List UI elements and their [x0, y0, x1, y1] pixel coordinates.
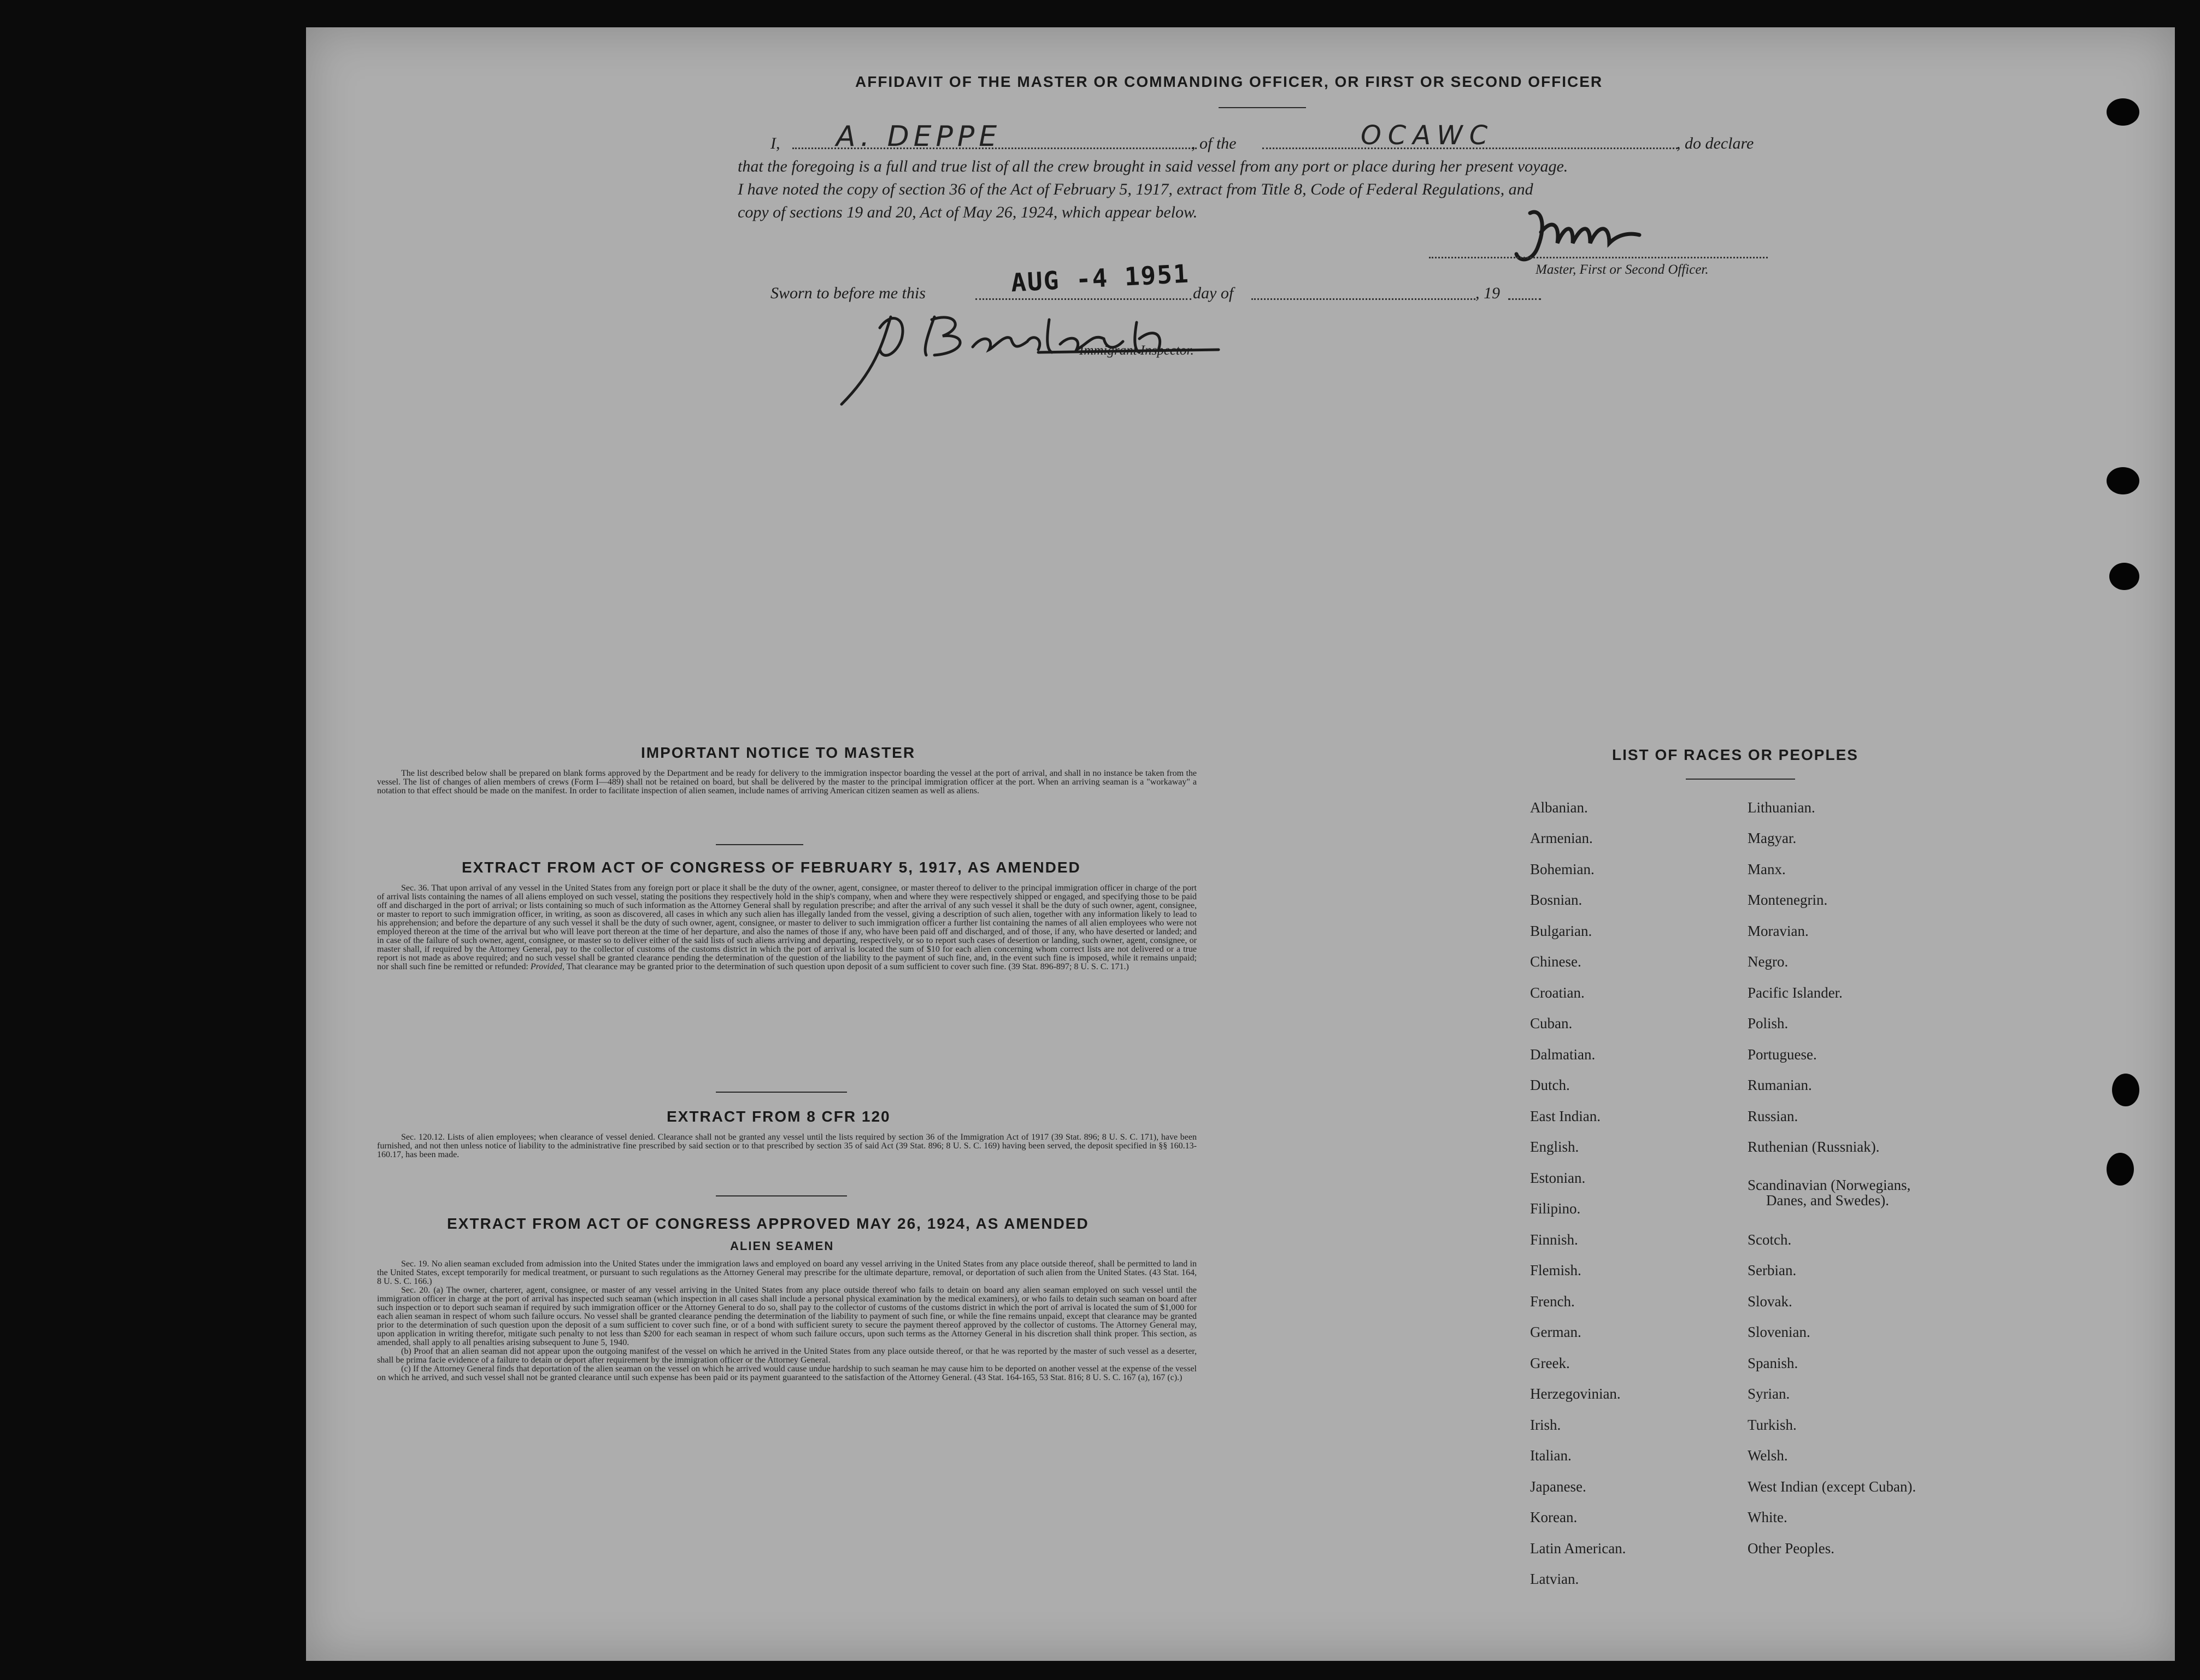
race-item: Turkish. [1748, 1417, 1797, 1433]
sec-20-label: Sec. 20. [401, 1286, 431, 1295]
notice-rule [716, 844, 803, 845]
punch-hole-mark [2107, 1153, 2134, 1186]
race-item: Russian. [1748, 1108, 1798, 1124]
affidavit-line-2: that the foregoing is a full and true list of all the crew brought in said vessel from any port or place during her present voyage. [738, 157, 1568, 175]
extract-1917-body [377, 884, 1197, 971]
master-signature-caption: Master, First or Second Officer. [1536, 262, 1709, 277]
race-item: Albanian. [1530, 799, 1588, 816]
punch-hole-mark [2112, 1074, 2139, 1106]
extract-cfr-title: EXTRACT FROM 8 CFR 120 [667, 1108, 891, 1125]
proviso-label: Provided, [530, 962, 564, 971]
affidavit-line-4: copy of sections 19 and 20, Act of May 26, 1924, which appear below. [738, 203, 1198, 221]
race-item: Dutch. [1530, 1077, 1570, 1093]
sworn-month-line [1251, 298, 1475, 300]
extract-cfr-rule [716, 1195, 847, 1196]
race-item: Korean. [1530, 1509, 1578, 1525]
punch-hole-mark [2107, 98, 2139, 126]
race-item: Negro. [1748, 953, 1789, 970]
sec-36-text: That upon arrival of any vessel in the United States from any foreign port or place it shall be the duty of the owner, agent, consignee, or master thereof to deliver to the principal immigration officer in charge of the port of arrival lists containing the names of all aliens employed on such vessel, stating the positions they respectively hold in the ship's company, when and where they were respectively shipped or engaged, and specifying those to be paid off and discharged in the port of arrival; or lists containing so much of such information as the Attorney General shall by regulation prescribe; and after the arrival of any such vessel it shall be the duty of such owner, agent, consignee, or master to report to such immigration officer, in writing, as soon as discovered, all cases in which any such alien has illegally landed from the vessel, giving a description of such alien, together with any information likely to lead to his apprehension; and before the departure of any such vessel it shall be the duty of such owner, agent, consignee, or master to deliver to such immigration officer a further list containing the names of all alien employees who were not employed thereon at the time of the arrival but who will leave port thereon at the time of her departure, and also the names of those if any, who have been paid off and discharged, and of those, if any, who have deserted or landed; and in case of the failure of such owner, agent, consignee, or master so to deliver either of the said lists of such aliens arriving and departing, respectively, or so to report such cases of desertion or landing, such owner, agent, consignee, or master shall, if required by the Attorney General, pay to the collector of customs of the customs district in which the port of arrival is located the sum of $10 for each alien concerning whom correct lists are not delivered or a true report is not made as above required; and no such vessel shall be granted clearance pending the determination of the question of the liability to the payment of such fine, and, in the event such fine is imposed, while it remains unpaid; nor shall such fine be remitted or refunded: [377, 883, 1197, 971]
race-item: Herzegovinian. [1530, 1386, 1621, 1402]
sec-20c-text: (c) If the Attorney General finds that deportation of the alien seaman on the vessel on which he arrived would cause undue hardship to such seaman he may cause him to be deported on another vessel at the expense of the vessel on which he arrived, and such vessel shall not be granted clearance until such expense has been paid or its payment guaranteed to the satisfaction of the Attorney General. (43 Stat. 164-165, 53 Stat. 816; 8 U. S. C. 167 (a), 167 (c).) [377, 1364, 1197, 1382]
master-name-handwriting: A. DEPPE [836, 120, 1002, 153]
i-label: I, [770, 134, 780, 152]
punch-hole-mark [2107, 467, 2139, 494]
sworn-label: Sworn to before me this [770, 284, 926, 302]
race-item: Montenegrin. [1748, 892, 1828, 908]
notice-text: The list described below shall be prepared on blank forms approved by the Department and be ready for delivery to the immigration inspector boarding the vessel at the port of arrival, and shall in no instance be taken from the vessel. The list of changes of alien members of crews (Form I—489) shall not be retained on board, but shall be delivered by the master to the principal immigration officer at the port. When an arriving seaman is a "workaway" a notation to that effect should be made on the manifest. In order to facilitate inspection of alien seamen, include names of arriving American citizen seamen as well as aliens. [377, 769, 1197, 795]
race-item: Danes, and Swedes). [1766, 1192, 1889, 1209]
race-item: Dalmatian. [1530, 1046, 1596, 1063]
race-item: English. [1530, 1139, 1579, 1155]
sec-20a-text: (a) The owner, charterer, agent, consignee, or master of any vessel arriving in the United States from any place outside thereof who fails to detain on board any alien seaman employed on such vessel until the immigration officer in charge at the port of arrival has inspected such seaman (which inspection in all cases shall include a personal physical examination by the medical examiners), or who fails to detain such seaman on board after such inspection or to deport such seaman if required by such immigration officer or the Attorney General to do so, shall pay to the collector of customs of the customs district in which the port of arrival is located the sum of $1,000 for each alien seaman in respect of whom such failure occurs. No vessel shall be granted clearance pending the determination of the liability to payment of such fine, or while the fine remains unpaid, except that clearance may be granted prior to the determination of such question upon the deposit of a sum sufficient to cover such fine, or of a bond with sufficient surety to secure the payment thereof approved by the collector of customs. The Attorney General may, upon application in writing therefor, mitigate such penalty to not less than $200 for each seaman in respect of whom such failure occurs, upon such terms as the Attorney General in his discretion shall think proper. This section, as amended, shall apply to all penalties arising subsequent to June 5, 1940. [377, 1286, 1197, 1347]
day-of-label: day of [1193, 284, 1234, 302]
alien-seamen-subtitle: ALIEN SEAMEN [730, 1239, 834, 1253]
race-item: Latvian. [1530, 1571, 1579, 1587]
race-item: Lithuanian. [1748, 799, 1815, 816]
race-item: Syrian. [1748, 1386, 1790, 1402]
affidavit-line-3: I have noted the copy of section 36 of the Act of February 5, 1917, extract from Title 8, Code of Federal Regulations, and [738, 180, 1533, 198]
date-stamp: AUG -4 1951 [1010, 258, 1190, 298]
race-item: Croatian. [1530, 985, 1585, 1001]
race-item: Flemish. [1530, 1262, 1581, 1278]
race-item: Other Peoples. [1748, 1540, 1834, 1557]
race-item: Manx. [1748, 861, 1786, 877]
of-the-label: , of the [1191, 134, 1237, 152]
extract-1924-body [377, 1260, 1197, 1382]
race-item: West Indian (except Cuban). [1748, 1478, 1916, 1495]
race-item: Cuban. [1530, 1015, 1573, 1031]
document-page [306, 27, 2175, 1661]
sec-19-label: Sec. 19. [401, 1259, 430, 1269]
extract-cfr-body [377, 1133, 1197, 1159]
race-item: Scandinavian (Norwegians, [1748, 1177, 1911, 1193]
race-item: Rumanian. [1748, 1077, 1812, 1093]
race-item: Bosnian. [1530, 892, 1583, 908]
race-item: East Indian. [1530, 1108, 1601, 1124]
notice-title: IMPORTANT NOTICE TO MASTER [641, 744, 916, 761]
extract-1917-rule [716, 1092, 847, 1093]
race-item: Greek. [1530, 1355, 1570, 1371]
notice-body [377, 769, 1197, 795]
races-rule [1686, 779, 1795, 780]
race-item: Armenian. [1530, 830, 1593, 846]
sworn-year-line [1508, 298, 1541, 300]
race-item: Filipino. [1530, 1200, 1581, 1217]
race-item: Moravian. [1748, 923, 1809, 939]
affidavit-title: AFFIDAVIT OF THE MASTER OR COMMANDING OFFICER, OR FIRST OR SECOND OFFICER [855, 73, 1603, 90]
race-item: Scotch. [1748, 1231, 1792, 1248]
proviso-text: That clearance may be granted prior to the determination of such question upon deposit of a sum sufficient to cover such fine. (39 Stat. 896-897; 8 U. S. C. 171.) [566, 962, 1129, 971]
master-signature-line [1429, 257, 1768, 258]
race-item: Magyar. [1748, 830, 1797, 846]
inspector-caption: Immigrant Inspector. [1079, 343, 1194, 358]
race-item: French. [1530, 1293, 1575, 1310]
race-item: Chinese. [1530, 953, 1581, 970]
race-item: White. [1748, 1509, 1787, 1525]
race-item: Latin American. [1530, 1540, 1626, 1557]
sec-120-label: Sec. 120.12. [401, 1133, 445, 1142]
sec-19-text: No alien seaman excluded from admission into the United States under the immigration laws and employed on board any vessel arriving in the United States from any place outside thereof, shall be permitted to land in the United States, except temporarily for medical treatment, or pursuant to such regulations as the Attorney General may prescribe for the ultimate departure, removal, or deportation of such alien from the United States. (43 Stat. 164, 8 U. S. C. 166.) [377, 1259, 1197, 1286]
race-item: Finnish. [1530, 1231, 1578, 1248]
extract-1924-title: EXTRACT FROM ACT OF CONGRESS APPROVED MAY 26, 1924, AS AMENDED [447, 1215, 1089, 1232]
do-declare-label: , do declare [1677, 134, 1754, 152]
race-item: Estonian. [1530, 1170, 1586, 1186]
vessel-name-handwriting: OCAWC [1361, 120, 1495, 151]
punch-hole-mark [2109, 563, 2139, 590]
year-label: , 19 [1475, 284, 1500, 302]
race-item: Welsh. [1748, 1447, 1788, 1464]
race-item: Portuguese. [1748, 1046, 1817, 1063]
race-item: Ruthenian (Russniak). [1748, 1139, 1880, 1155]
title-rule [1219, 107, 1306, 108]
sec-20b-text: (b) Proof that an alien seaman did not appear upon the outgoing manifest of the vessel on which he arrived in the United States from any place outside thereof, or that he was reported by the master of such vessel as a deserter, shall be prima facie evidence of a failure to detain or deport after requirement by the immigration officer or the Attorney General. [377, 1347, 1197, 1365]
race-item: Slovenian. [1748, 1324, 1810, 1340]
race-item: Spanish. [1748, 1355, 1798, 1371]
race-item: Polish. [1748, 1015, 1789, 1031]
extract-1917-title: EXTRACT FROM ACT OF CONGRESS OF FEBRUARY 5, 1917, AS AMENDED [462, 859, 1081, 876]
sec-120-text: Lists of alien employees; when clearance of vessel denied. Clearance shall not be granted any vessel until the lists required by section 36 of the Immigration Act of 1917 (39 Stat. 896; 8 U. S. C. 171), have been furnished, and not then unless notice of liability to the administrative fine prescribed by said section or to that prescribed by section 35 of said Act (39 Stat. 896; 8 U. S. C. 169) having been served, the deposit specified in §§ 160.13-160.17, has been made. [377, 1133, 1197, 1159]
race-item: Pacific Islander. [1748, 985, 1843, 1001]
race-item: Bohemian. [1530, 861, 1595, 877]
race-item: Slovak. [1748, 1293, 1792, 1310]
race-item: Bulgarian. [1530, 923, 1592, 939]
race-item: Italian. [1530, 1447, 1572, 1464]
race-item: Serbian. [1748, 1262, 1797, 1278]
race-item: Japanese. [1530, 1478, 1586, 1495]
race-item: German. [1530, 1324, 1581, 1340]
sec-36-label: Sec. 36. [401, 883, 430, 893]
races-title: LIST OF RACES OR PEOPLES [1612, 746, 1858, 763]
race-item: Irish. [1530, 1417, 1561, 1433]
